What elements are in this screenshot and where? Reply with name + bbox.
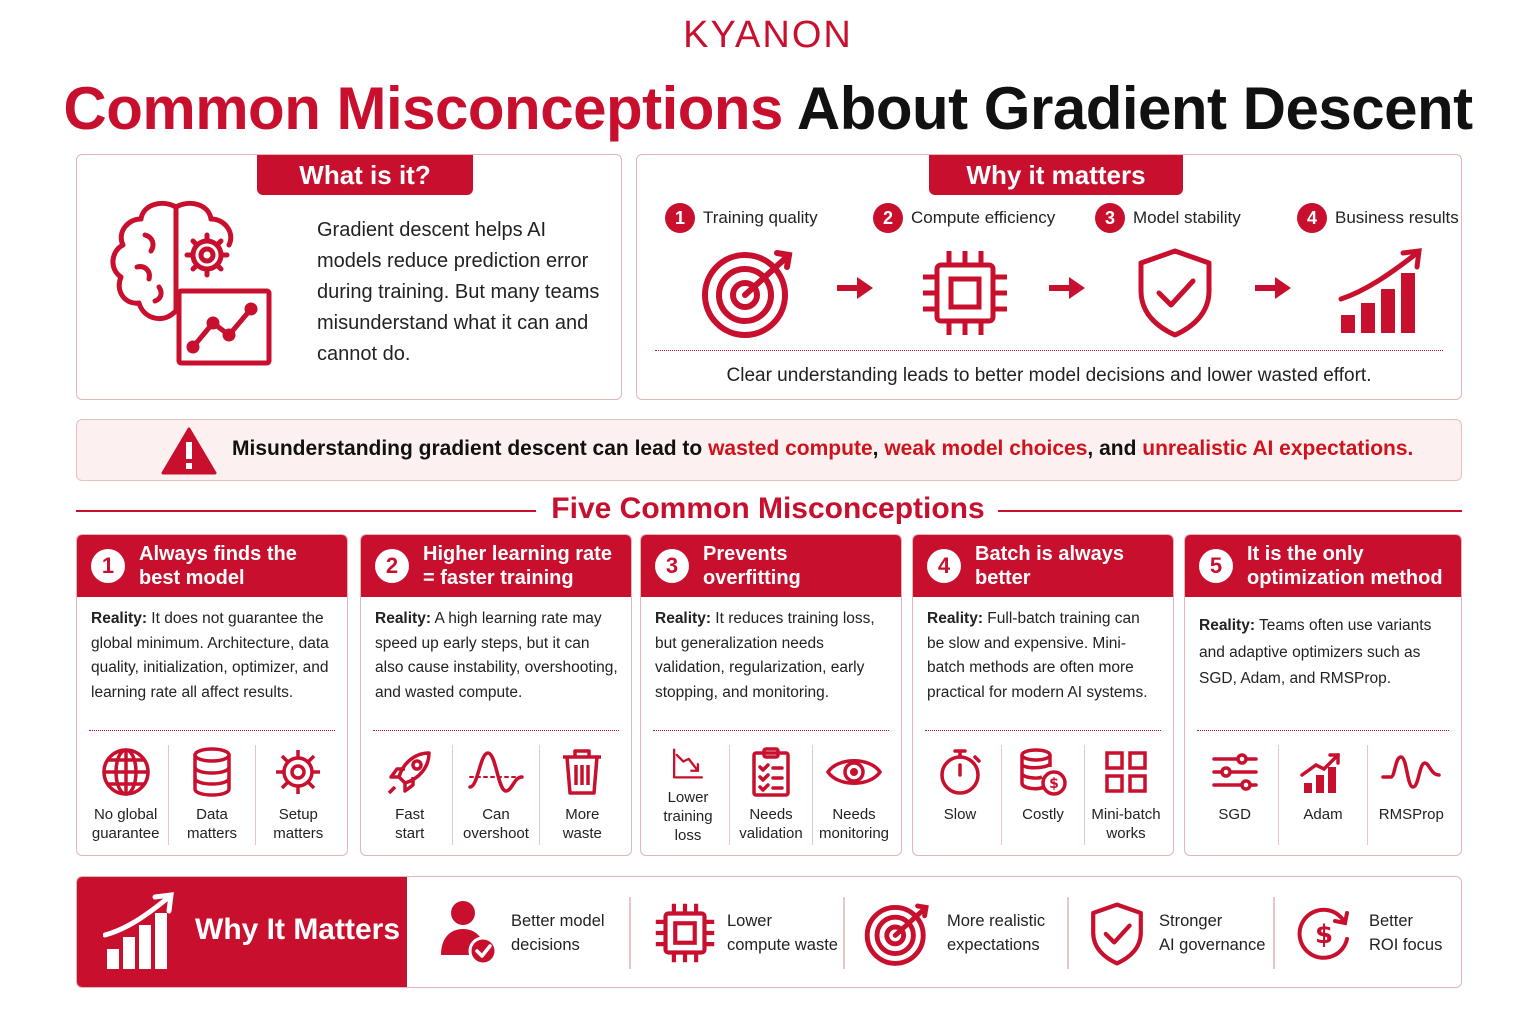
card-reality — [375, 607, 619, 705]
card-divider — [1197, 730, 1449, 731]
what-is-it-text: Gradient descent helps AI models reduce prediction error during training. But many teams misunderstand what it can and cannot do. — [317, 219, 600, 365]
growth-chart-icon — [103, 891, 179, 973]
card-icons — [1191, 745, 1455, 845]
footer-separator — [629, 897, 631, 969]
arrow-right-icon — [1253, 275, 1293, 301]
card-icons — [367, 745, 625, 845]
card-reality — [91, 607, 335, 705]
target-icon — [699, 247, 799, 339]
why-it-matters-panel — [636, 154, 1462, 400]
section-title-text: Five Common Misconceptions — [539, 492, 996, 525]
why-step-label: Business results — [1335, 208, 1459, 227]
card-icon-label: SGD — [1218, 806, 1251, 823]
why-step-2 — [873, 203, 1055, 233]
card-reality — [1199, 613, 1449, 693]
misconception-card-2 — [360, 534, 632, 856]
target-icon — [863, 899, 933, 969]
card-icon-item — [813, 745, 895, 845]
rocket-icon — [385, 747, 435, 797]
warning-banner — [76, 419, 1462, 481]
page-title-part2: About Gradient Descent — [796, 75, 1473, 142]
card-icon-label: Costly — [1022, 806, 1064, 823]
card-title: It is the only optimization method — [1247, 543, 1443, 589]
warning-highlight-2: weak model choices — [884, 437, 1088, 460]
card-title: Batch is always better — [975, 543, 1124, 589]
footer-heading — [77, 877, 407, 988]
misconception-card-4 — [912, 534, 1174, 856]
footer-item-line: compute waste — [727, 936, 838, 954]
card-divider — [925, 730, 1161, 731]
trash-icon — [557, 747, 607, 797]
footer-item-label — [947, 909, 1045, 957]
page-title-part1: Common Misconceptions — [63, 75, 783, 142]
step-number: 3 — [1095, 203, 1125, 233]
clipboard-check-icon — [746, 747, 796, 797]
warning-text — [232, 437, 1413, 461]
database-icon — [187, 747, 237, 797]
why-divider — [655, 350, 1443, 351]
card-icon-item — [256, 745, 341, 845]
card-icon-label: Lower training loss — [663, 789, 713, 844]
warning-highlight-1: wasted compute — [708, 437, 873, 460]
grid-icon — [1101, 747, 1151, 797]
why-it-matters-footer — [76, 876, 1462, 988]
footer-item-label — [511, 909, 605, 957]
card-title: Prevents overfitting — [703, 543, 801, 589]
chip-icon — [919, 247, 1011, 339]
card-icon-item — [453, 745, 539, 845]
card-header — [361, 535, 631, 597]
footer-title: Why It Matters — [195, 913, 401, 946]
card-icon-item — [169, 745, 255, 845]
shield-check-icon — [1089, 899, 1145, 969]
brand-logo: KYANON — [683, 14, 853, 56]
card-icons — [919, 745, 1167, 845]
bar-trend-icon — [1298, 747, 1348, 797]
footer-separator — [843, 897, 845, 969]
wave-icon — [468, 747, 524, 797]
chip-icon — [653, 901, 717, 965]
card-icons — [647, 745, 895, 845]
card-reality — [655, 607, 889, 705]
warning-highlight-3: unrealistic AI expectations. — [1142, 437, 1414, 460]
section-heading — [0, 492, 1536, 532]
page-title — [0, 74, 1536, 143]
card-number: 5 — [1199, 549, 1233, 583]
card-icon-item — [1085, 745, 1167, 845]
svg-text:$: $ — [1049, 776, 1059, 792]
footer-item-label — [1369, 909, 1442, 957]
footer-item-4 — [1089, 877, 1279, 988]
footer-item-line: expectations — [947, 936, 1040, 954]
card-divider — [89, 730, 335, 731]
footer-item-line: AI governance — [1159, 936, 1266, 954]
card-icon-label: Needs validation — [739, 806, 803, 842]
footer-item-line: More realistic — [947, 912, 1046, 930]
card-header — [77, 535, 347, 597]
arrow-right-icon — [835, 275, 875, 301]
brain-gear-chart-icon — [101, 195, 281, 375]
card-icon-label: Mini-batch works — [1091, 806, 1161, 842]
reality-text: Full-batch training can be slow and expensive. Mini-batch methods are often more practical for modern AI systems. — [927, 610, 1148, 701]
step-number: 4 — [1297, 203, 1327, 233]
card-icons — [83, 745, 341, 845]
section-title — [0, 492, 1536, 526]
footer-item-line: ROI focus — [1369, 936, 1443, 954]
warning-icon — [161, 427, 217, 475]
card-icon-label: Adam — [1303, 806, 1343, 823]
coins-icon — [1018, 747, 1068, 797]
why-step-label: Compute efficiency — [911, 208, 1056, 227]
footer-item-label — [1159, 909, 1265, 957]
eye-icon — [826, 747, 882, 797]
growth-chart-icon — [1337, 247, 1429, 339]
card-divider — [653, 730, 889, 731]
card-icon-item — [1368, 745, 1455, 845]
card-icon-item — [919, 745, 1002, 845]
footer-item-line: Lower — [727, 912, 772, 930]
shield-check-icon — [1135, 247, 1215, 339]
footer-item-line: decisions — [511, 936, 580, 954]
reality-text: Teams often use variants and adaptive optimizers such as SGD, Adam, and RMSProp. — [1199, 617, 1432, 687]
card-header — [913, 535, 1173, 597]
card-title: Always finds the best model — [139, 543, 297, 589]
card-number: 4 — [927, 549, 961, 583]
svg-text:$: $ — [1314, 920, 1334, 950]
card-icon-label: Data matters — [186, 806, 237, 842]
card-icon-item — [730, 745, 813, 845]
card-icon-label: No global guarantee — [91, 806, 160, 842]
what-is-it-panel — [76, 154, 622, 400]
card-icon-item — [1191, 745, 1279, 845]
footer-separator — [1273, 897, 1275, 969]
misconception-card-5 — [1184, 534, 1462, 856]
card-reality — [927, 607, 1161, 705]
card-number: 3 — [655, 549, 689, 583]
trend-down-icon — [663, 747, 713, 780]
card-icon-label: Setup matters — [273, 806, 324, 842]
why-step-3 — [1095, 203, 1241, 233]
card-icon-label: Slow — [943, 806, 977, 823]
warning-separator: , and — [1087, 437, 1143, 460]
card-icon-item — [367, 745, 453, 845]
why-step-4 — [1297, 203, 1459, 233]
card-icon-item — [647, 745, 730, 845]
footer-item-5 — [1295, 877, 1455, 988]
stopwatch-icon — [935, 747, 985, 797]
why-step-label: Training quality — [703, 208, 818, 227]
misconception-card-1 — [76, 534, 348, 856]
globe-icon — [101, 747, 151, 797]
footer-separator — [1067, 897, 1069, 969]
footer-item-label — [727, 909, 838, 957]
card-title: Higher learning rate = faster training — [423, 543, 612, 589]
card-divider — [373, 730, 619, 731]
step-number: 1 — [665, 203, 695, 233]
warning-separator: , — [872, 437, 885, 460]
card-icon-label: Can overshoot — [463, 806, 529, 842]
card-icon-item — [83, 745, 169, 845]
footer-item-3 — [867, 877, 1067, 988]
reality-label: Reality: — [1199, 617, 1255, 634]
why-footer-text: Clear understanding leads to better model decisions and lower wasted effort. — [726, 365, 1372, 386]
misconception-card-3 — [640, 534, 902, 856]
card-icon-item — [540, 745, 625, 845]
reality-label: Reality: — [655, 610, 711, 627]
card-number: 1 — [91, 549, 125, 583]
signal-wave-icon — [1381, 747, 1441, 797]
sliders-icon — [1210, 747, 1260, 797]
footer-item-line: Better model — [511, 912, 605, 930]
gear-icon — [273, 747, 323, 797]
card-icon-item — [1279, 745, 1367, 845]
arrow-right-icon — [1047, 275, 1087, 301]
footer-item-1 — [437, 877, 627, 988]
warning-prefix: Misunderstanding gradient descent can lead to — [232, 437, 709, 460]
reality-label: Reality: — [91, 610, 147, 627]
reality-text: A high learning rate may speed up early steps, but it can also cause instability, overshooting, and wasted compute. — [375, 610, 618, 701]
card-icon-label: Fast start — [395, 806, 425, 842]
footer-item-line: Better — [1369, 912, 1414, 930]
step-number: 2 — [873, 203, 903, 233]
card-icon-label: More waste — [562, 806, 602, 842]
reality-label: Reality: — [927, 610, 983, 627]
why-step-1 — [665, 203, 818, 233]
card-header — [641, 535, 901, 597]
user-check-icon — [437, 897, 499, 967]
why-it-matters-tab: Why it matters — [929, 155, 1183, 195]
card-icon-item — [1002, 745, 1085, 845]
reality-text: It does not guarantee the global minimum. Architecture, data quality, initialization, optimizer, and learning rate all affect results. — [91, 610, 329, 701]
footer-item-line: Stronger — [1159, 912, 1223, 930]
reality-label: Reality: — [375, 610, 431, 627]
footer-item-2 — [653, 877, 853, 988]
card-icon-label: Needs monitoring — [818, 806, 890, 842]
card-header — [1185, 535, 1461, 597]
what-is-it-tab: What is it? — [257, 155, 473, 195]
card-number: 2 — [375, 549, 409, 583]
card-icon-label: RMSProp — [1378, 806, 1444, 823]
reality-text: It reduces training loss, but generalization needs validation, regularization, early stopping, and monitoring. — [655, 610, 875, 701]
why-step-label: Model stability — [1133, 208, 1241, 227]
dollar-cycle-icon — [1295, 905, 1353, 963]
